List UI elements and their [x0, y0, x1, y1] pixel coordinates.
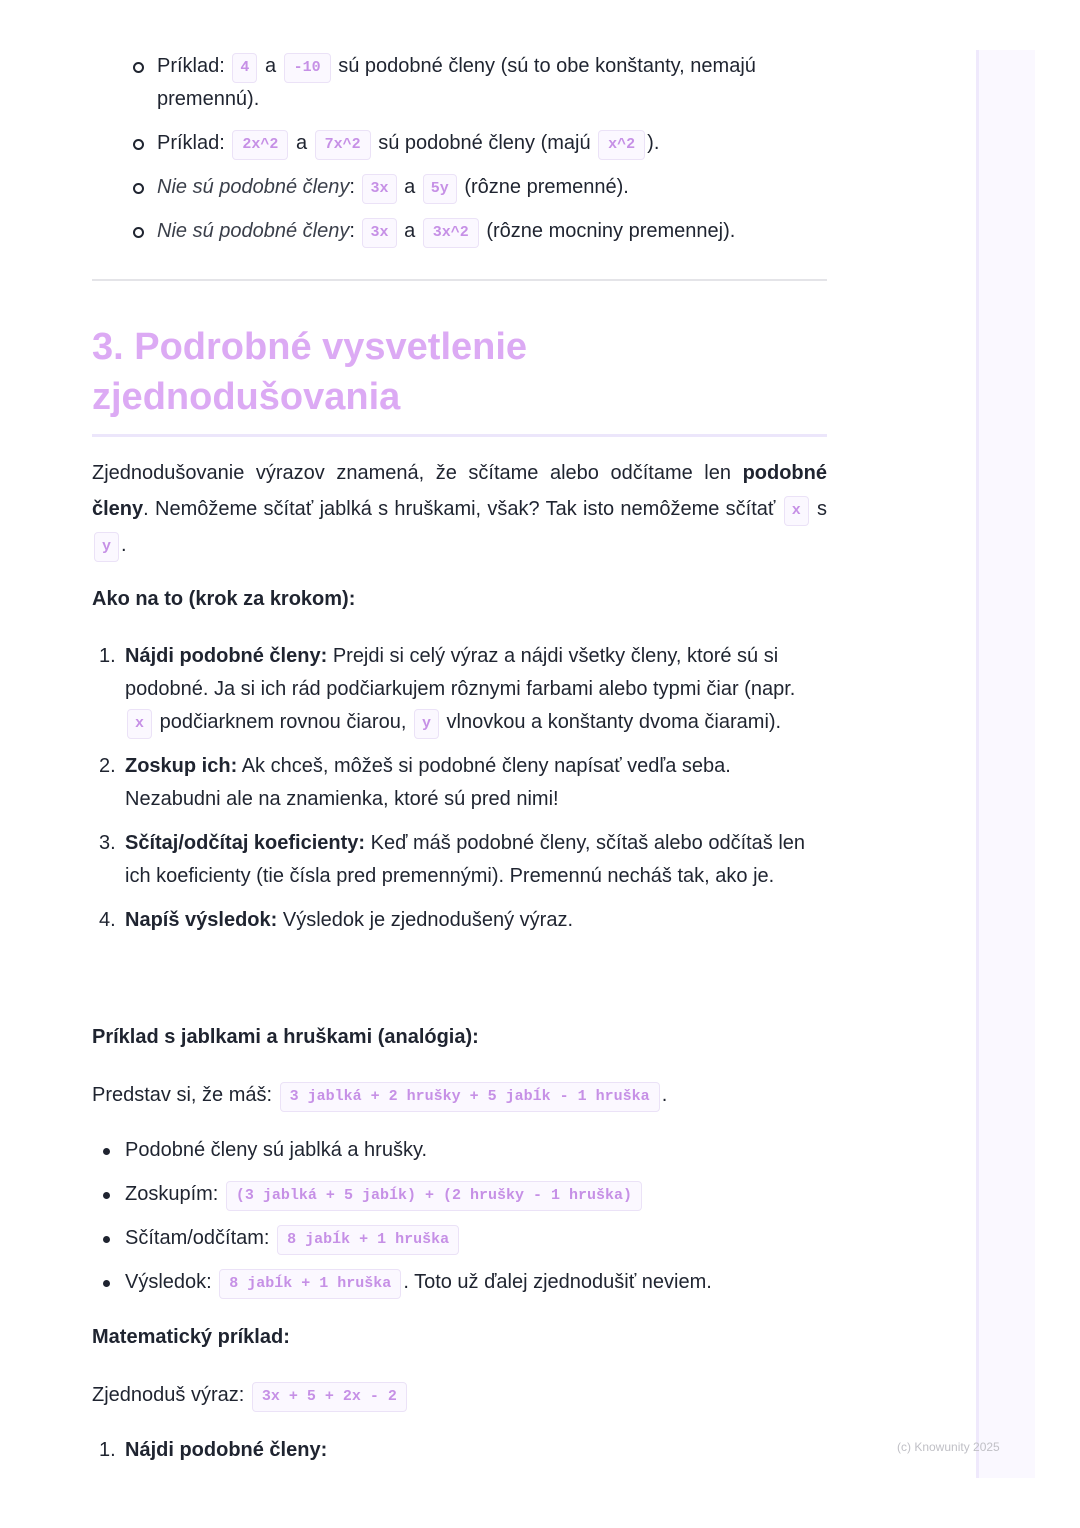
- list-item: Príklad: 2x^2 a 7x^2 sú podobné členy (majú x^2 ).: [157, 127, 837, 160]
- list-item: 1. Nájdi podobné členy: Prejdi si celý výraz a nájdi všetky členy, ktoré sú si podobné. Ja si ich rád podčiarkujem rôznymi farbami alebo typmi čiar (napr. x podčiarknem rovnou čiarou, y vlnovkou a konštanty dvoma čiarami).: [125, 640, 827, 739]
- analogy-line: Predstav si, že máš: 3 jablká + 2 hrušky + 5 jabĺk - 1 hruška .: [92, 1079, 667, 1112]
- math-steps-list: [99, 1434, 827, 1478]
- howto-heading: Ako na to (krok za krokom):: [92, 588, 356, 610]
- list-item: Príklad: 4 a -10 sú podobné členy (sú to obe konštanty, nemajú premennú).: [157, 50, 837, 116]
- section-title: 3. Podrobné vysvetlenie zjednodušovania: [92, 322, 827, 437]
- list-item: 4. Napíš výsledok: Výsledok je zjednodušený výraz.: [99, 909, 574, 931]
- analogy-heading: Príklad s jablkami a hruškami (analógia):: [92, 1026, 479, 1048]
- math-heading: Matematický príklad:: [92, 1326, 290, 1348]
- list-item: 2. Zoskup ich: Ak chceš, môžeš si podobné členy napísať vedľa seba. Nezabudni ale na znamienka, ktoré sú pred nimi!: [99, 755, 731, 810]
- list-item: Nie sú podobné členy: 3x a 3x^2 (rôzne mocniny premennej).: [157, 215, 837, 248]
- list-item: Podobné členy sú jablká a hrušky.: [125, 1134, 827, 1167]
- math-line: Zjednoduš výraz: 3x + 5 + 2x - 2: [92, 1379, 409, 1412]
- code-snippet: 3 jablká + 2 hrušky + 5 jabĺk - 1 hruška: [280, 1082, 660, 1112]
- list-item: Sčítam/odčítam: 8 jabĺk + 1 hruška: [125, 1222, 827, 1255]
- code-snippet: x: [784, 496, 809, 526]
- copyright-footer: (c) Knowunity 2025: [897, 1440, 1000, 1454]
- like-terms-examples: [157, 50, 837, 259]
- side-panel: [976, 50, 1035, 1478]
- intro-paragraph: Zjednodušovanie výrazov znamená, že sčítame alebo odčítame len podobné členy. Nemôžeme sčítať jablká s hruškami, však? Tak isto nemôžeme sčítať x s y .: [92, 455, 827, 563]
- code-snippet: y: [94, 532, 119, 562]
- code-snippet: 4: [232, 53, 257, 83]
- code-snippet: (3 jablká + 5 jabĺk) + (2 hrušky - 1 hruška): [226, 1181, 642, 1211]
- steps-list: [99, 640, 827, 948]
- code-snippet: y: [414, 709, 439, 739]
- code-snippet: 3x^2: [423, 218, 479, 248]
- list-item: Zoskupím: (3 jablká + 5 jabĺk) + (2 hrušky - 1 hruška): [125, 1178, 827, 1211]
- list-item: Výsledok: 8 jabĺk + 1 hruška . Toto už ďalej zjednodušiť neviem.: [125, 1266, 827, 1299]
- code-snippet: 5y: [423, 174, 457, 204]
- code-snippet: 3x: [362, 218, 396, 248]
- list-item: 3. Sčítaj/odčítaj koeficienty: Keď máš podobné členy, sčítaš alebo odčítaš len ich koeficienty (tie čísla pred premennými). Premennú necháš tak, ako je.: [99, 832, 806, 887]
- section-divider: [92, 279, 827, 281]
- code-snippet: 8 jabĺk + 1 hruška: [277, 1225, 459, 1255]
- code-snippet: 8 jabĺk + 1 hruška: [219, 1269, 401, 1299]
- code-snippet: 3x: [362, 174, 396, 204]
- list-item: 1. Nájdi podobné členy:: [99, 1439, 328, 1461]
- code-snippet: 7x^2: [315, 130, 371, 160]
- code-snippet: x^2: [598, 130, 645, 160]
- code-snippet: 2x^2: [232, 130, 288, 160]
- code-snippet: x: [127, 709, 152, 739]
- code-snippet: -10: [284, 53, 331, 83]
- code-snippet: 3x + 5 + 2x - 2: [252, 1382, 407, 1412]
- list-item: Nie sú podobné členy: 3x a 5y (rôzne premenné).: [157, 171, 837, 204]
- analogy-list: [125, 1134, 827, 1310]
